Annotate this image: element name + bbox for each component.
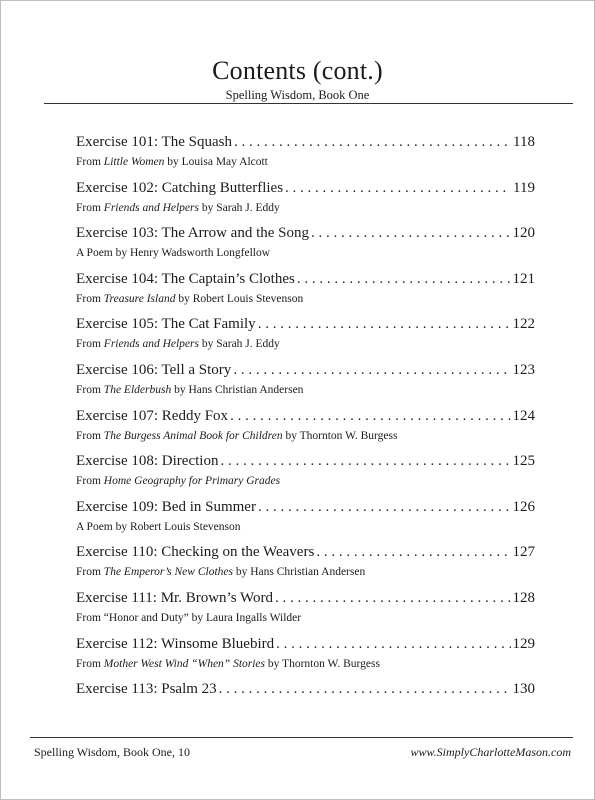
toc-entry-source bbox=[76, 657, 535, 671]
toc-entry bbox=[76, 224, 535, 270]
toc-entry bbox=[76, 589, 535, 635]
toc-entry bbox=[76, 179, 535, 225]
source-text: From bbox=[76, 566, 104, 579]
source-text: A Poem by Robert Louis Stevenson bbox=[76, 520, 241, 533]
source-author: by Robert Louis Stevenson bbox=[175, 292, 304, 305]
toc-page-number: 123 bbox=[512, 361, 535, 378]
page-footer bbox=[34, 744, 571, 760]
page-subtitle: Spelling Wisdom, Book One bbox=[225, 88, 370, 102]
dot-leader bbox=[285, 179, 511, 197]
dot-leader bbox=[297, 270, 511, 288]
dot-leader bbox=[316, 543, 510, 561]
toc-entry bbox=[76, 452, 535, 498]
source-text: A Poem by Henry Wadsworth Longfellow bbox=[76, 247, 271, 260]
toc-entry-source bbox=[76, 292, 535, 306]
toc-entry bbox=[76, 498, 535, 544]
toc-entry-line bbox=[76, 452, 535, 470]
toc-entry-title: Exercise 104: The Captain’s Clothes bbox=[76, 270, 295, 287]
dot-leader bbox=[230, 407, 510, 425]
toc-entry-line bbox=[76, 635, 535, 653]
toc-entry-title: Exercise 112: Winsome Bluebird bbox=[76, 635, 275, 652]
toc-entry bbox=[76, 407, 535, 453]
toc-page-number: 118 bbox=[513, 134, 535, 150]
source-work-title: Home Geography for Primary Grades bbox=[103, 475, 281, 488]
dot-leader bbox=[258, 315, 511, 333]
toc-entry bbox=[76, 270, 535, 316]
source-text: From bbox=[76, 657, 104, 670]
source-text: From “Honor and Duty” by Laura Ingalls Wilder bbox=[76, 611, 302, 624]
toc-page-number: 129 bbox=[512, 635, 535, 652]
source-text: From bbox=[76, 338, 104, 351]
toc-entry-line bbox=[76, 179, 535, 197]
toc-entry-title: Exercise 106: Tell a Story bbox=[76, 361, 232, 378]
toc-entry-source bbox=[76, 246, 535, 260]
dot-leader bbox=[275, 589, 511, 607]
toc-entry-source bbox=[76, 520, 535, 534]
source-text: From bbox=[76, 156, 104, 168]
toc-entry-line bbox=[76, 224, 535, 242]
toc-entry-source bbox=[76, 429, 535, 443]
toc-page-number: 122 bbox=[512, 316, 535, 333]
source-author: by Hans Christian Andersen bbox=[171, 383, 304, 396]
toc-entry bbox=[76, 133, 535, 179]
toc-entry bbox=[76, 635, 535, 681]
toc-entry bbox=[76, 543, 535, 589]
toc-entry bbox=[76, 680, 535, 726]
toc-entry-line bbox=[76, 361, 535, 379]
dot-leader bbox=[258, 498, 511, 516]
source-work-title: Mother West Wind “When” Stories bbox=[103, 657, 266, 670]
toc-entry-title: Exercise 108: Direction bbox=[76, 453, 219, 470]
toc-entry bbox=[76, 361, 535, 407]
source-author: by Sarah J. Eddy bbox=[198, 201, 280, 214]
source-work-title: Friends and Helpers bbox=[103, 201, 199, 214]
toc-entry bbox=[76, 315, 535, 361]
source-work-title: The Emperor’s New Clothes bbox=[103, 566, 233, 579]
toc-entry-line bbox=[76, 133, 535, 151]
toc-entry-line bbox=[76, 315, 535, 333]
toc-entry-title: Exercise 107: Reddy Fox bbox=[76, 407, 229, 424]
page-title: Contents (cont.) bbox=[212, 56, 383, 85]
toc-entry-title: Exercise 109: Bed in Summer bbox=[76, 498, 256, 515]
dot-leader bbox=[220, 452, 510, 470]
toc-page-number: 124 bbox=[512, 407, 535, 424]
footer-website: www.SimplyCharlotteMason.com bbox=[410, 745, 571, 759]
source-author: by Hans Christian Andersen bbox=[232, 566, 366, 579]
source-work-title: The Burgess Animal Book for Children bbox=[103, 429, 283, 442]
toc-page-number: 125 bbox=[512, 453, 535, 470]
source-author: by Thornton W. Burgess bbox=[265, 657, 380, 670]
toc-entry-title: Exercise 101: The Squash bbox=[76, 134, 232, 150]
toc-entry-source bbox=[76, 611, 535, 625]
source-text: From bbox=[76, 383, 104, 396]
toc-entry-line bbox=[76, 589, 535, 607]
source-text: From bbox=[76, 201, 104, 214]
source-work-title: Treasure Island bbox=[103, 292, 176, 305]
source-work-title: Little Women bbox=[103, 156, 165, 168]
toc-page-number: 127 bbox=[512, 544, 535, 561]
page-header bbox=[0, 56, 595, 103]
toc-entry-source bbox=[76, 155, 535, 169]
toc-page-number: 121 bbox=[512, 270, 535, 287]
source-work-title: Friends and Helpers bbox=[103, 338, 199, 351]
dot-leader bbox=[219, 680, 511, 698]
toc-page-number: 119 bbox=[513, 179, 535, 196]
source-author: by Sarah J. Eddy bbox=[198, 338, 280, 351]
dot-leader bbox=[233, 361, 510, 379]
header-divider bbox=[44, 103, 573, 104]
toc-entry-line bbox=[76, 407, 535, 425]
toc-entry-line bbox=[76, 680, 535, 698]
toc-entry-line bbox=[76, 270, 535, 288]
source-work-title: The Elderbush bbox=[103, 383, 172, 396]
toc-entry-source bbox=[76, 565, 535, 579]
footer-book-page: Spelling Wisdom, Book One, 10 bbox=[34, 745, 190, 759]
toc-entry-source bbox=[76, 383, 535, 397]
toc-entry-title: Exercise 113: Psalm 23 bbox=[76, 681, 217, 698]
toc-page-number: 128 bbox=[512, 589, 535, 606]
source-text: From bbox=[76, 292, 104, 305]
dot-leader bbox=[276, 635, 510, 653]
toc-page-number: 126 bbox=[512, 498, 535, 515]
toc-entry-title: Exercise 110: Checking on the Weavers bbox=[76, 544, 315, 561]
toc-entry-source bbox=[76, 201, 535, 215]
source-author: by Thornton W. Burgess bbox=[282, 429, 398, 442]
dot-leader bbox=[311, 224, 510, 242]
source-text: From bbox=[76, 429, 104, 442]
toc-entry-line bbox=[76, 498, 535, 516]
toc-entry-source bbox=[76, 474, 535, 488]
toc-page-number: 120 bbox=[512, 225, 535, 242]
toc-entry-title: Exercise 102: Catching Butterflies bbox=[76, 179, 284, 196]
dot-leader bbox=[234, 133, 511, 151]
source-author: by Louisa May Alcott bbox=[164, 156, 268, 168]
table-of-contents bbox=[76, 133, 535, 726]
toc-page-number: 130 bbox=[512, 681, 535, 698]
toc-entry-title: Exercise 111: Mr. Brown’s Word bbox=[76, 589, 273, 606]
toc-entry-title: Exercise 103: The Arrow and the Song bbox=[76, 225, 310, 242]
source-text: From bbox=[76, 475, 104, 488]
toc-entry-line bbox=[76, 543, 535, 561]
toc-entry-title: Exercise 105: The Cat Family bbox=[76, 316, 256, 333]
footer-divider bbox=[30, 737, 573, 738]
toc-entry-source bbox=[76, 337, 535, 351]
